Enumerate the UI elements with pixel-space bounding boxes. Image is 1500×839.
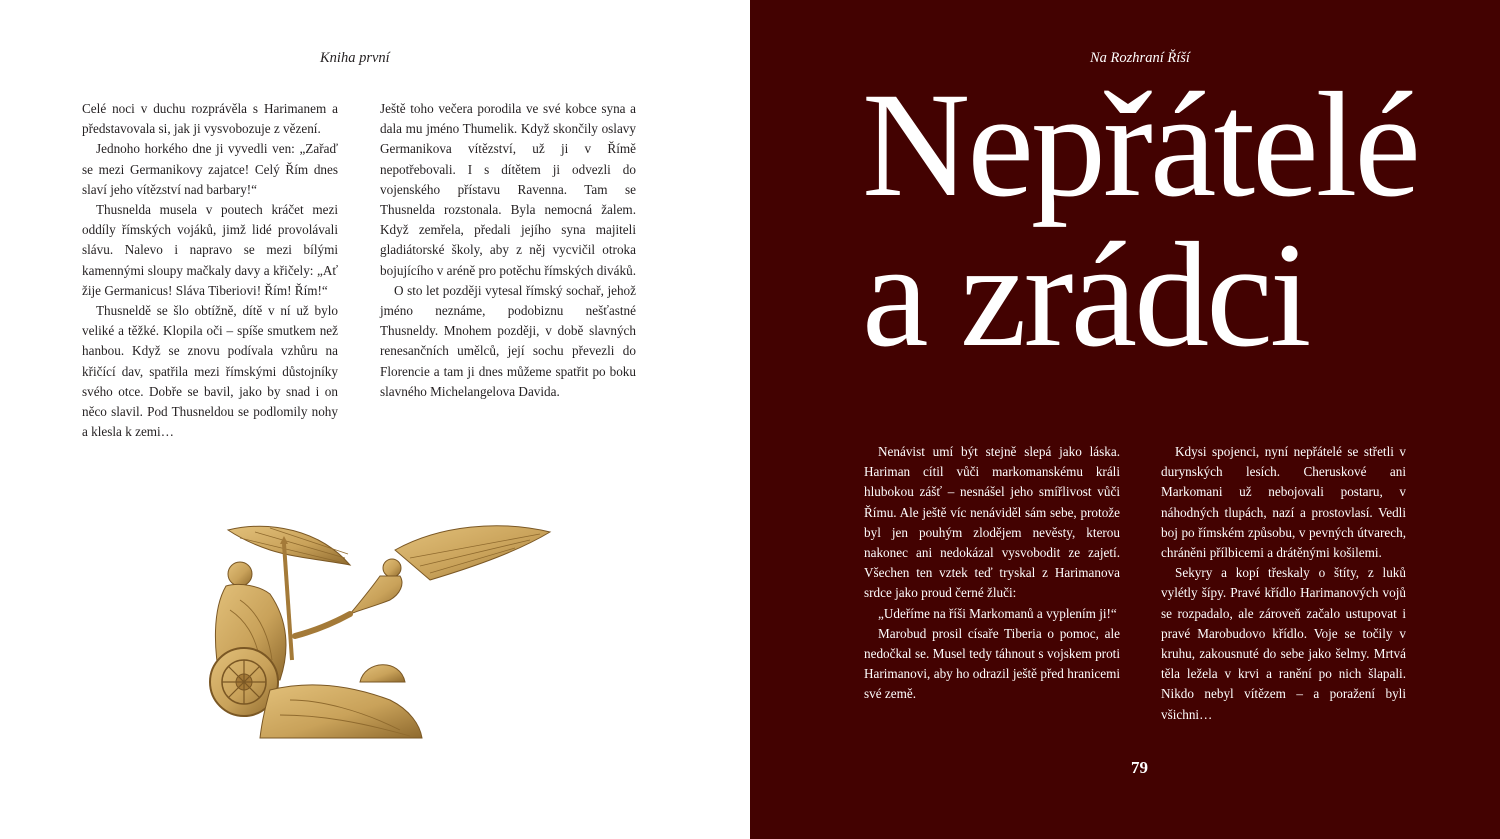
paragraph: O sto let později vytesal římský sochař, jehož jméno neznáme, podobiznu nešťastné Thusneldy. Mnohem později, v době slavných renesančních umělců, její sochu převezli do Florencie a tam ji dnes můžeme spatřit po boku slavného Michelangelova Davida. xyxy=(380,282,636,399)
paragraph: Marobud prosil císaře Tiberia o pomoc, ale nedočkal se. Musel tedy táhnout s vojskem proti Harimanovi, aby ho odrazil ještě před hranicemi své země. xyxy=(864,625,1120,702)
paragraph: Celé noci v duchu rozprávěla s Harimanem a představovala si, jak ji vysvobozuje z vězení. xyxy=(82,101,338,137)
right-text-column-1 xyxy=(864,442,1120,705)
paragraph: Thusneldě se šlo obtížně, dítě v ní už bylo veliké a těžké. Klopila oči – spíše smutkem než hanbou. Když se znovu podívala vzhůru na křičící dav, spatřila mezi římskými důstojníky svého otce. Dobře se bavil, jako by snad i on něco slavil. Pod Thusneldou se podlomily nohy a klesla k zemi… xyxy=(82,303,338,440)
winged-victory-illustration xyxy=(200,510,560,750)
paragraph: Kdysi spojenci, nyní nepřátelé se střetli v durynských lesích. Cheruskové ani Markomani už nebojovali postaru, v náhodných tlupách, nazí a prostovlasí. Vedli boj po římském způsobu, v pevných útvarech, chráněni přílbicemi a drátěnými košilemi. xyxy=(1161,444,1406,561)
chapter-title-line-1: Nepřátelé xyxy=(862,62,1418,228)
page-number: 79 xyxy=(1131,758,1148,777)
paragraph: Ještě toho večera porodila ve své kobce syna a dala mu jméno Thumelik. Když skončily oslavy Germanikova vítězství, už ji v Římě nepotřebovali. I s dítětem ji odvezli do vojenského přístavu Ravenna. Tam se Thusnelda rozstonala. Byla nemocná žalem. Když zemřela, předali jejího syna majiteli gladiátorské školy, aby z něj vycvičil otroka bojujícího v aréně pro potěchu římských diváků. xyxy=(380,101,636,278)
paragraph: Sekyry a kopí třeskaly o štíty, z luků vylétly šípy. Pravé křídlo Harimanových vojů se rozpadalo, ale zároveň začalo ustupovat i pravé Marobudovo křídlo. Voje se točily v kruhu, zakousnuté do sebe jako šelmy. Mrtvá těla ležela v krvi a ranění po nich šlapali. Nikdo nebyl vítězem – a poražení byli všichni… xyxy=(1161,565,1406,722)
left-text-column-1 xyxy=(82,99,338,442)
paragraph: Thusnelda musela v poutech kráčet mezi oddíly římských vojáků, jimž lidé provolávali slávu. Nalevo i napravo se mezi bílými kamennými sloupy mačkaly davy a křičely: „Ať žije Germanicus! Sláva Tiberiovi! Řím! Řím!“ xyxy=(82,202,338,298)
paragraph: Nenávist umí být stejně slepá jako láska. Hariman cítil vůči markomanskému králi hlubokou zášť – nesnášel jeho smířlivost vůči Římu. Ale ještě víc nenáviděl sám sebe, protože byl jen pouhým zlodějem nevěsty, kterou nakonec ani nedokázal vysvobodit ze zajetí. Všechen ten vztek teď tryskal z Harimanova srdce jako proud černé žluči: xyxy=(864,444,1120,601)
paragraph: „Udeříme na říši Markomanů a vyplením ji!“ xyxy=(878,605,1117,621)
chapter-title-line-2: a zrádci xyxy=(862,212,1309,378)
left-text-column-2 xyxy=(380,99,636,402)
paragraph: Jednoho horkého dne ji vyvedli ven: „Zařaď se mezi Germanikovy zajatce! Celý Řím dnes slaví jeho vítězství nad barbary!“ xyxy=(82,141,338,197)
chapter-title xyxy=(862,62,1482,378)
right-text-column-2 xyxy=(1161,442,1406,725)
running-head-left: Kniha první xyxy=(320,50,390,66)
running-head-right: Na Rozhraní Říší xyxy=(1090,50,1190,66)
right-page xyxy=(750,0,1500,839)
